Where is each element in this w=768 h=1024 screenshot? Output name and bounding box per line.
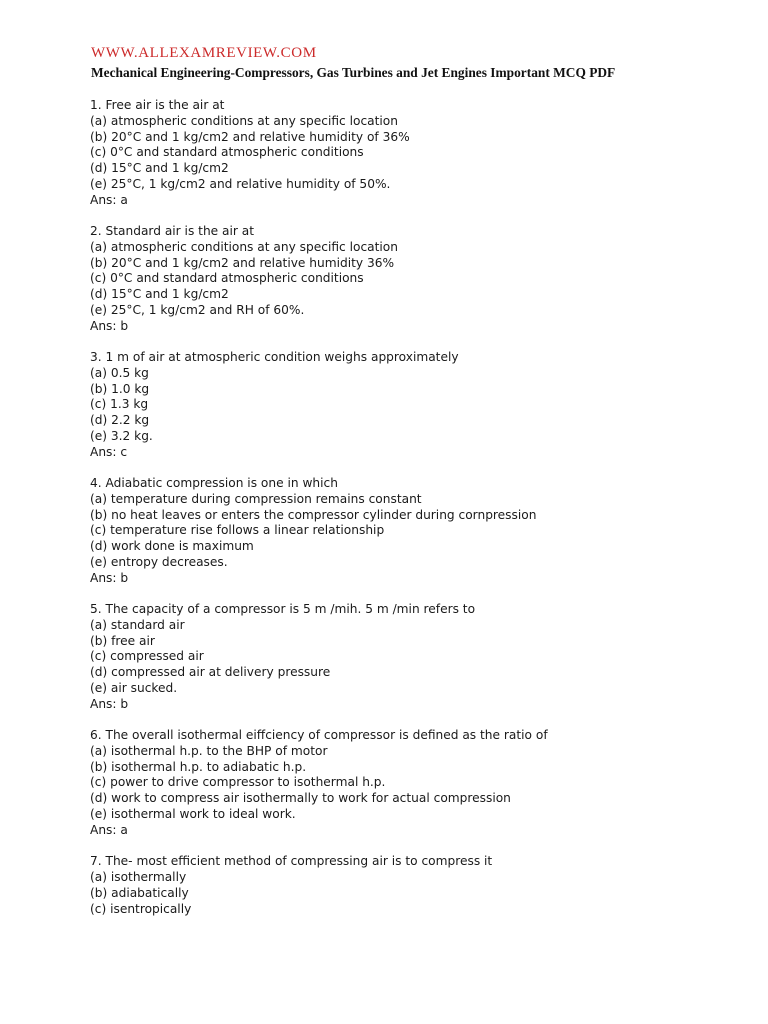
answer-option: (a) isothermally bbox=[90, 870, 187, 885]
answer-key: Ans: a bbox=[90, 822, 128, 837]
answer-option: (b) adiabatically bbox=[90, 885, 189, 900]
question-block bbox=[90, 224, 730, 334]
answer-option: (b) 1.0 kg bbox=[90, 381, 150, 396]
answer-option: (a) atmospheric conditions at any specific location bbox=[90, 113, 398, 128]
question-text: 3. 1 m of air at atmospheric condition weighs approximately bbox=[90, 350, 459, 365]
answer-option: (d) 15°C and 1 kg/cm2 bbox=[90, 287, 229, 302]
question-text: 1. Free air is the air at bbox=[90, 98, 225, 112]
answer-option: (c) 1.3 kg bbox=[90, 397, 149, 412]
answer-option: (a) atmospheric conditions at any specific location bbox=[90, 239, 398, 254]
answer-option: (d) work done is maximum bbox=[90, 539, 254, 554]
answer-option: (a) temperature during compression remains constant bbox=[90, 491, 422, 506]
answer-key: Ans: c bbox=[90, 444, 128, 459]
answer-option: (d) work to compress air isothermally to work for actual compression bbox=[90, 791, 511, 806]
answer-option: (d) 2.2 kg bbox=[90, 413, 150, 428]
answer-option: (d) 15°C and 1 kg/cm2 bbox=[90, 161, 229, 175]
answer-option: (e) air sucked. bbox=[90, 680, 178, 695]
answer-option: (c) isentropically bbox=[90, 901, 192, 916]
answer-option: (a) isothermal h.p. to the BHP of motor bbox=[90, 743, 328, 758]
answer-option: (c) power to drive compressor to isothermal h.p. bbox=[90, 775, 386, 790]
question-list bbox=[90, 98, 730, 933]
answer-key: Ans: b bbox=[90, 318, 129, 333]
answer-option: (c) temperature rise follows a linear relationship bbox=[90, 523, 385, 538]
answer-option: (e) 25°C, 1 kg/cm2 and RH of 60%. bbox=[90, 302, 305, 317]
answer-option: (e) 3.2 kg. bbox=[90, 428, 153, 443]
question-block bbox=[90, 728, 730, 838]
answer-key: Ans: b bbox=[90, 570, 129, 585]
answer-option: (a) 0.5 kg bbox=[90, 365, 149, 380]
document-header bbox=[91, 44, 615, 82]
question-text: 7. The- most efficient method of compressing air is to compress it bbox=[90, 854, 493, 869]
question-block bbox=[90, 602, 730, 712]
answer-key: Ans: b bbox=[90, 696, 129, 711]
question-block bbox=[90, 350, 730, 460]
answer-option: (b) 20°C and 1 kg/cm2 and relative humidity 36% bbox=[90, 255, 395, 270]
document-title: Mechanical Engineering-Compressors, Gas Turbines and Jet Engines Important MCQ PDF bbox=[91, 65, 616, 80]
answer-option: (c) compressed air bbox=[90, 649, 204, 664]
question-block bbox=[90, 476, 730, 586]
question-block bbox=[90, 854, 730, 917]
answer-option: (e) isothermal work to ideal work. bbox=[90, 806, 296, 821]
question-text: 2. Standard air is the air at bbox=[90, 224, 255, 239]
answer-option: (d) compressed air at delivery pressure bbox=[90, 665, 331, 680]
question-text: 5. The capacity of a compressor is 5 m /mih. 5 m /min refers to bbox=[90, 602, 476, 617]
question-text: 6. The overall isothermal eiffciency of compressor is defined as the ratio of bbox=[90, 728, 548, 743]
answer-option: (b) isothermal h.p. to adiabatic h.p. bbox=[90, 759, 307, 774]
answer-option: (b) free air bbox=[90, 633, 155, 648]
site-url[interactable]: WWW.ALLEXAMREVIEW.COM bbox=[91, 45, 317, 61]
answer-key: Ans: a bbox=[90, 192, 128, 207]
question-text: 4. Adiabatic compression is one in which bbox=[90, 476, 338, 491]
answer-option: (b) no heat leaves or enters the compressor cylinder during cornpression bbox=[90, 507, 537, 522]
answer-option: (c) 0°C and standard atmospheric conditions bbox=[90, 271, 364, 286]
answer-option: (e) 25°C, 1 kg/cm2 and relative humidity of 50%. bbox=[90, 176, 391, 191]
answer-option: (a) standard air bbox=[90, 617, 185, 632]
answer-option: (e) entropy decreases. bbox=[90, 554, 228, 569]
answer-option: (b) 20°C and 1 kg/cm2 and relative humidity of 36% bbox=[90, 129, 410, 144]
answer-option: (c) 0°C and standard atmospheric conditions bbox=[90, 145, 364, 160]
question-block bbox=[90, 98, 730, 208]
